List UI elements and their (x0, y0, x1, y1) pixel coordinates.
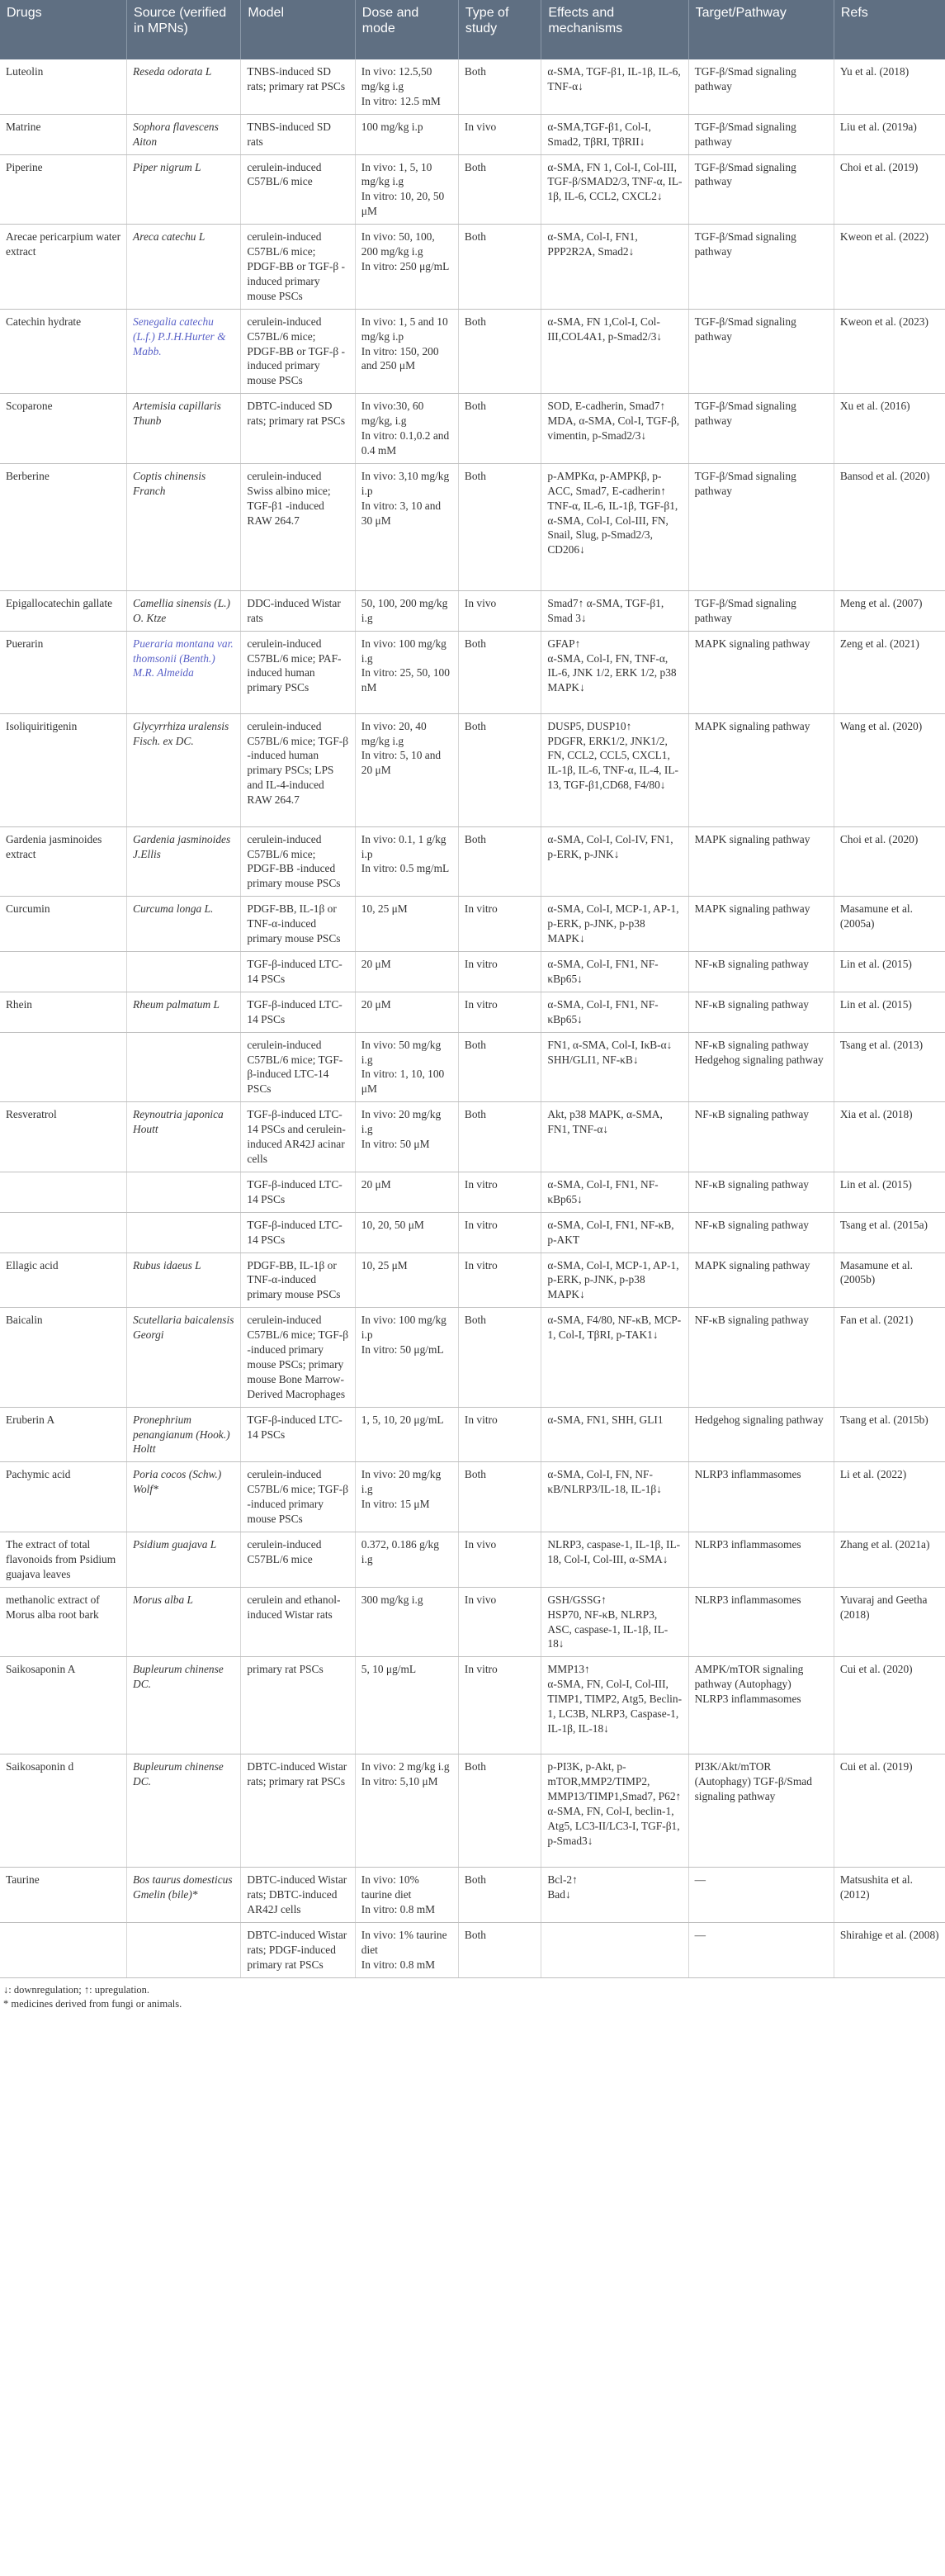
drug-cell: Piperine (0, 154, 127, 225)
drug-cell (0, 952, 127, 992)
target-cell: MAPK signaling pathway (688, 1252, 834, 1308)
dose-cell: 100 mg/kg i.p (355, 114, 458, 154)
model-cell: DBTC-induced Wistar rats; DBTC-induced AR42J cells (241, 1868, 355, 1923)
refs-cell: Bansod et al. (2020) (834, 463, 945, 590)
dose-cell: In vivo: 0.1, 1 g/kg i.p In vitro: 0.5 mg/mL (355, 826, 458, 897)
target-cell: MAPK signaling pathway (688, 713, 834, 826)
dose-cell: In vivo: 20, 40 mg/kg i.g In vitro: 5, 10 and 20 μM (355, 713, 458, 826)
model-cell: TGF-β-induced LTC-14 PSCs and cerulein-induced AR42J acinar cells (241, 1102, 355, 1172)
dose-cell: 5, 10 μg/mL (355, 1657, 458, 1754)
model-cell: TGF-β-induced LTC-14 PSCs (241, 952, 355, 992)
refs-cell: Choi et al. (2020) (834, 826, 945, 897)
dose-cell: 20 μM (355, 1172, 458, 1212)
model-cell: cerulein-induced C57BL/6 mice (241, 154, 355, 225)
model-cell: cerulein-induced C57BL/6 mice; PAF-induced human primary PSCs (241, 631, 355, 713)
model-cell: cerulein-induced C57BL/6 mice; TGF-β -induced primary mouse PSCs (241, 1462, 355, 1532)
effects-cell: α-SMA, Col-I, MCP-1, AP-1, p-ERK, p-JNK, p-p38 MAPK↓ (541, 897, 688, 952)
table-row (0, 394, 945, 464)
dose-cell: In vivo: 1, 5, 10 mg/kg i.g In vitro: 10, 20, 50 μM (355, 154, 458, 225)
table-row (0, 952, 945, 992)
refs-cell: Masamune et al. (2005b) (834, 1252, 945, 1308)
source-cell (127, 1172, 241, 1212)
drug-cell: Saikosaponin d (0, 1754, 127, 1868)
drug-cell: The extract of total flavonoids from Psidium guajava leaves (0, 1532, 127, 1588)
table-row (0, 1032, 945, 1102)
type-cell: Both (458, 1308, 541, 1407)
source-cell: Areca catechu L (127, 225, 241, 310)
source-cell: Bos taurus domesticus Gmelin (bile)* (127, 1868, 241, 1923)
refs-cell: Matsushita et al. (2012) (834, 1868, 945, 1923)
type-cell: In vitro (458, 992, 541, 1032)
type-cell: Both (458, 826, 541, 897)
effects-cell: α-SMA, FN 1, Col-I, Col-III, TGF-β/SMAD2/3, TNF-α, IL-1β, IL-6, CCL2, CXCL2↓ (541, 154, 688, 225)
model-cell: cerulein-induced C57BL/6 mice; PDGF-BB -induced primary mouse PSCs (241, 826, 355, 897)
effects-cell: α-SMA, Col-I, FN1, NF-κB, p-AKT (541, 1212, 688, 1252)
dose-cell: In vivo: 12.5,50 mg/kg i.g In vitro: 12.5 mM (355, 59, 458, 114)
source-cell: Bupleurum chinense DC. (127, 1754, 241, 1868)
table-row (0, 992, 945, 1032)
model-cell: DBTC-induced Wistar rats; primary rat PSCs (241, 1754, 355, 1868)
model-cell: cerulein-induced C57BL/6 mice; PDGF-BB or TGF-β -induced primary mouse PSCs (241, 225, 355, 310)
refs-cell: Choi et al. (2019) (834, 154, 945, 225)
type-cell: In vitro (458, 897, 541, 952)
type-cell: In vitro (458, 1212, 541, 1252)
target-cell: TGF-β/Smad signaling pathway (688, 154, 834, 225)
dose-cell: In vivo: 20 mg/kg i.g In vitro: 50 μM (355, 1102, 458, 1172)
type-cell: Both (458, 1754, 541, 1868)
source-cell: Rheum palmatum L (127, 992, 241, 1032)
type-cell: Both (458, 631, 541, 713)
table-row (0, 1923, 945, 1978)
dose-cell: 1, 5, 10, 20 μg/mL (355, 1407, 458, 1462)
target-cell: MAPK signaling pathway (688, 826, 834, 897)
refs-cell: Kweon et al. (2023) (834, 309, 945, 394)
effects-cell: α-SMA, Col-I, FN1, NF-κBp65↓ (541, 1172, 688, 1212)
table-row (0, 631, 945, 713)
refs-cell: Xu et al. (2016) (834, 394, 945, 464)
target-cell: Hedgehog signaling pathway (688, 1407, 834, 1462)
drug-cell: Luteolin (0, 59, 127, 114)
type-cell: Both (458, 154, 541, 225)
model-cell: cerulein-induced C57BL/6 mice; PDGF-BB or TGF-β -induced primary mouse PSCs (241, 309, 355, 394)
type-cell: Both (458, 1102, 541, 1172)
drug-cell: Puerarin (0, 631, 127, 713)
header-refs: Refs (834, 0, 945, 59)
model-cell: TGF-β-induced LTC-14 PSCs (241, 1407, 355, 1462)
table-row (0, 1407, 945, 1462)
source-cell (127, 1923, 241, 1978)
type-cell: In vitro (458, 1407, 541, 1462)
drug-cell: Berberine (0, 463, 127, 590)
header-model: Model (241, 0, 355, 59)
refs-cell: Zhang et al. (2021a) (834, 1532, 945, 1588)
refs-cell: Li et al. (2022) (834, 1462, 945, 1532)
type-cell: In vitro (458, 1172, 541, 1212)
target-cell: TGF-β/Smad signaling pathway (688, 225, 834, 310)
target-cell: NF-κB signaling pathway (688, 1308, 834, 1407)
table-row (0, 1868, 945, 1923)
dose-cell: In vivo: 50, 100, 200 mg/kg i.g In vitro: 250 μg/mL (355, 225, 458, 310)
drug-cell: Ellagic acid (0, 1252, 127, 1308)
table-row (0, 1754, 945, 1868)
drug-cell: Scoparone (0, 394, 127, 464)
type-cell: In vivo (458, 114, 541, 154)
drug-cell: Resveratrol (0, 1102, 127, 1172)
target-cell: NF-κB signaling pathway (688, 992, 834, 1032)
model-cell: TNBS-induced SD rats (241, 114, 355, 154)
source-cell: Poria cocos (Schw.) Wolf* (127, 1462, 241, 1532)
refs-cell: Xia et al. (2018) (834, 1102, 945, 1172)
dose-cell: In vivo:30, 60 mg/kg, i.g In vitro: 0.1,0.2 and 0.4 mM (355, 394, 458, 464)
drug-cell: Arecae pericarpium water extract (0, 225, 127, 310)
target-cell: NLRP3 inflammasomes (688, 1462, 834, 1532)
type-cell: Both (458, 1868, 541, 1923)
effects-cell: α-SMA,TGF-β1, Col-I, Smad2, TβRI, TβRII↓ (541, 114, 688, 154)
table-row (0, 309, 945, 394)
refs-cell: Meng et al. (2007) (834, 590, 945, 631)
type-cell: Both (458, 713, 541, 826)
table-row (0, 590, 945, 631)
table-row (0, 1308, 945, 1407)
drug-cell (0, 1212, 127, 1252)
model-cell: PDGF-BB, IL-1β or TNF-α-induced primary mouse PSCs (241, 1252, 355, 1308)
table-row (0, 1172, 945, 1212)
refs-cell: Lin et al. (2015) (834, 992, 945, 1032)
target-cell: NF-κB signaling pathway (688, 952, 834, 992)
target-cell: MAPK signaling pathway (688, 897, 834, 952)
footnotes (0, 1978, 945, 2010)
dose-cell: In vivo: 20 mg/kg i.g In vitro: 15 μM (355, 1462, 458, 1532)
refs-cell: Cui et al. (2020) (834, 1657, 945, 1754)
source-cell: Camellia sinensis (L.) O. Ktze (127, 590, 241, 631)
type-cell: In vitro (458, 1657, 541, 1754)
target-cell: TGF-β/Smad signaling pathway (688, 463, 834, 590)
refs-cell: Yu et al. (2018) (834, 59, 945, 114)
dose-cell: 20 μM (355, 992, 458, 1032)
refs-cell: Fan et al. (2021) (834, 1308, 945, 1407)
table-row (0, 225, 945, 310)
header-source: Source (verified in MPNs) (127, 0, 241, 59)
model-cell: DBTC-induced SD rats; primary rat PSCs (241, 394, 355, 464)
type-cell: Both (458, 394, 541, 464)
header-type: Type of study (458, 0, 541, 59)
table-row (0, 1657, 945, 1754)
table-row (0, 1462, 945, 1532)
refs-cell: Yuvaraj and Geetha (2018) (834, 1587, 945, 1657)
type-cell: Both (458, 1462, 541, 1532)
dose-cell: In vivo: 100 mg/kg i.p In vitro: 50 μg/mL (355, 1308, 458, 1407)
target-cell: NF-κB signaling pathway Hedgehog signaling pathway (688, 1032, 834, 1102)
drug-cell (0, 1172, 127, 1212)
refs-cell: Masamune et al. (2005a) (834, 897, 945, 952)
table-row (0, 1102, 945, 1172)
effects-cell: α-SMA, FN 1,Col-I, Col-III,COL4A1, p-Smad2/3↓ (541, 309, 688, 394)
target-cell: PI3K/Akt/mTOR (Autophagy) TGF-β/Smad signaling pathway (688, 1754, 834, 1868)
source-cell: Reynoutria japonica Houtt (127, 1102, 241, 1172)
drug-cell: Baicalin (0, 1308, 127, 1407)
type-cell: Both (458, 59, 541, 114)
target-cell: NF-κB signaling pathway (688, 1212, 834, 1252)
model-cell: TGF-β-induced LTC-14 PSCs (241, 1212, 355, 1252)
drug-cell: Isoliquiritigenin (0, 713, 127, 826)
target-cell: TGF-β/Smad signaling pathway (688, 309, 834, 394)
drug-cell: Epigallocatechin gallate (0, 590, 127, 631)
header-effects: Effects and mechanisms (541, 0, 688, 59)
effects-cell: α-SMA, Col-I, Col-IV, FN1, p-ERK, p-JNK↓ (541, 826, 688, 897)
source-cell: Curcuma longa L. (127, 897, 241, 952)
target-cell: AMPK/mTOR signaling pathway (Autophagy) NLRP3 inflammasomes (688, 1657, 834, 1754)
header-drugs: Drugs (0, 0, 127, 59)
type-cell: Both (458, 1032, 541, 1102)
effects-cell: SOD, E-cadherin, Smad7↑ MDA, α-SMA, Col-I, TGF-β, vimentin, p-Smad2/3↓ (541, 394, 688, 464)
type-cell: Both (458, 309, 541, 394)
table-row (0, 1252, 945, 1308)
dose-cell: 10, 25 μM (355, 897, 458, 952)
target-cell: NF-κB signaling pathway (688, 1102, 834, 1172)
type-cell: In vitro (458, 952, 541, 992)
type-cell: In vivo (458, 590, 541, 631)
target-cell: TGF-β/Smad signaling pathway (688, 590, 834, 631)
effects-cell: α-SMA, Col-I, MCP-1, AP-1, p-ERK, p-JNK, p-p38 MAPK↓ (541, 1252, 688, 1308)
effects-cell: Bcl-2↑ Bad↓ (541, 1868, 688, 1923)
refs-cell: Liu et al. (2019a) (834, 114, 945, 154)
drug-cell: Gardenia jasminoides extract (0, 826, 127, 897)
drug-cell: Pachymic acid (0, 1462, 127, 1532)
source-cell: Bupleurum chinense DC. (127, 1657, 241, 1754)
effects-cell: α-SMA, FN1, SHH, GLI1 (541, 1407, 688, 1462)
effects-cell: NLRP3, caspase-1, IL-1β, IL-18, Col-I, Col-III, α-SMA↓ (541, 1532, 688, 1588)
refs-cell: Tsang et al. (2015a) (834, 1212, 945, 1252)
effects-cell: GFAP↑ α-SMA, Col-I, FN, TNF-α, IL-6, JNK 1/2, ERK 1/2, p38 MAPK↓ (541, 631, 688, 713)
dose-cell: 20 μM (355, 952, 458, 992)
type-cell: In vivo (458, 1587, 541, 1657)
model-cell: TNBS-induced SD rats; primary rat PSCs (241, 59, 355, 114)
model-cell: DDC-induced Wistar rats (241, 590, 355, 631)
refs-cell: Cui et al. (2019) (834, 1754, 945, 1868)
model-cell: cerulein-induced C57BL/6 mice (241, 1532, 355, 1588)
refs-cell: Shirahige et al. (2008) (834, 1923, 945, 1978)
table-row (0, 897, 945, 952)
dose-cell: 300 mg/kg i.g (355, 1587, 458, 1657)
drug-cell: Catechin hydrate (0, 309, 127, 394)
source-cell: Gardenia jasminoides J.Ellis (127, 826, 241, 897)
model-cell: TGF-β-induced LTC-14 PSCs (241, 992, 355, 1032)
model-cell: cerulein-induced C57BL/6 mice; TGF-β -induced primary mouse PSCs; primary mouse Bone Marrow-Derived Macrophages (241, 1308, 355, 1407)
type-cell: Both (458, 225, 541, 310)
type-cell: Both (458, 463, 541, 590)
source-cell: Glycyrrhiza uralensis Fisch. ex DC. (127, 713, 241, 826)
drug-cell: methanolic extract of Morus alba root bark (0, 1587, 127, 1657)
table-row (0, 713, 945, 826)
table-row (0, 59, 945, 114)
footnote-arrows: ↓: downregulation; ↑: upregulation. (3, 1983, 150, 1996)
table-row (0, 154, 945, 225)
source-cell: Senegalia catechu (L.f.) P.J.H.Hurter & Mabb. (127, 309, 241, 394)
effects-cell: p-AMPKα, p-AMPKβ, p-ACC, Smad7, E-cadherin↑ TNF-α, IL-6, IL-1β, TGF-β1, α-SMA, Col-I, Col-III, FN, Snail, Slug, p-Smad2/3, CD206↓ (541, 463, 688, 590)
dose-cell: In vivo: 3,10 mg/kg i.p In vitro: 3, 10 and 30 μM (355, 463, 458, 590)
source-cell: Pronephrium penangianum (Hook.) Holtt (127, 1407, 241, 1462)
model-cell: cerulein-induced C57BL/6 mice; TGF-β -induced human primary PSCs; LPS and IL-4-induced RAW 264.7 (241, 713, 355, 826)
model-cell: PDGF-BB, IL-1β or TNF-α-induced primary mouse PSCs (241, 897, 355, 952)
effects-cell: MMP13↑ α-SMA, FN, Col-I, Col-III, TIMP1, TIMP2, Atg5, Beclin-1, LC3B, NLRP3, Caspase-1, IL-1β, IL-18↓ (541, 1657, 688, 1754)
model-cell: primary rat PSCs (241, 1657, 355, 1754)
source-cell: Reseda odorata L (127, 59, 241, 114)
type-cell: In vivo (458, 1532, 541, 1588)
source-cell: Artemisia capillaris Thunb (127, 394, 241, 464)
effects-cell: α-SMA, Col-I, FN1, NF-κBp65↓ (541, 992, 688, 1032)
effects-cell: GSH/GSSG↑ HSP70, NF-κB, NLRP3, ASC, caspase-1, IL-1β, IL-18↓ (541, 1587, 688, 1657)
target-cell: TGF-β/Smad signaling pathway (688, 394, 834, 464)
dose-cell: In vivo: 1% taurine diet In vitro: 0.8 mM (355, 1923, 458, 1978)
table-row (0, 1532, 945, 1588)
table-row (0, 114, 945, 154)
source-cell: Sophora flavescens Aiton (127, 114, 241, 154)
effects-cell: α-SMA, Col-I, FN1, NF-κBp65↓ (541, 952, 688, 992)
model-cell: cerulein and ethanol-induced Wistar rats (241, 1587, 355, 1657)
drug-cell: Curcumin (0, 897, 127, 952)
refs-cell: Kweon et al. (2022) (834, 225, 945, 310)
dose-cell: In vivo: 100 mg/kg i.g In vitro: 25, 50, 100 nM (355, 631, 458, 713)
effects-cell: α-SMA, TGF-β1, IL-1β, IL-6, TNF-α↓ (541, 59, 688, 114)
effects-cell: α-SMA, Col-I, FN1, PPP2R2A, Smad2↓ (541, 225, 688, 310)
drug-cell: Rhein (0, 992, 127, 1032)
refs-cell: Lin et al. (2015) (834, 1172, 945, 1212)
refs-cell: Tsang et al. (2015b) (834, 1407, 945, 1462)
source-cell (127, 952, 241, 992)
model-cell: cerulein-induced C57BL/6 mice; TGF-β-induced LTC-14 PSCs (241, 1032, 355, 1102)
drug-cell: Saikosaponin A (0, 1657, 127, 1754)
dose-cell: In vivo: 10% taurine diet In vitro: 0.8 mM (355, 1868, 458, 1923)
model-cell: cerulein-induced Swiss albino mice; TGF-β1 -induced RAW 264.7 (241, 463, 355, 590)
table-row (0, 826, 945, 897)
header-target: Target/Pathway (688, 0, 834, 59)
target-cell: — (688, 1868, 834, 1923)
model-cell: DBTC-induced Wistar rats; PDGF-induced primary rat PSCs (241, 1923, 355, 1978)
refs-cell: Tsang et al. (2013) (834, 1032, 945, 1102)
dose-cell: 10, 25 μM (355, 1252, 458, 1308)
drug-cell (0, 1032, 127, 1102)
dose-cell: 10, 20, 50 μM (355, 1212, 458, 1252)
table-row (0, 1587, 945, 1657)
drug-cell: Taurine (0, 1868, 127, 1923)
header-row (0, 0, 945, 59)
target-cell: NLRP3 inflammasomes (688, 1532, 834, 1588)
dose-cell: In vivo: 1, 5 and 10 mg/kg i.p In vitro: 150, 200 and 250 μM (355, 309, 458, 394)
source-cell: Morus alba L (127, 1587, 241, 1657)
effects-cell (541, 1923, 688, 1978)
source-cell: Piper nigrum L (127, 154, 241, 225)
drug-cell (0, 1923, 127, 1978)
type-cell: In vitro (458, 1252, 541, 1308)
dose-cell: 0.372, 0.186 g/kg i.g (355, 1532, 458, 1588)
source-cell: Psidium guajava L (127, 1532, 241, 1588)
effects-cell: DUSP5, DUSP10↑ PDGFR, ERK1/2, JNK1/2, FN, CCL2, CCL5, CXCL1, IL-1β, IL-6, TNF-α, IL-4, IL-13, TGF-β1,CD68, F4/80↓ (541, 713, 688, 826)
drug-cell: Matrine (0, 114, 127, 154)
header-dose: Dose and mode (355, 0, 458, 59)
table-row (0, 463, 945, 590)
refs-cell: Wang et al. (2020) (834, 713, 945, 826)
target-cell: NF-κB signaling pathway (688, 1172, 834, 1212)
effects-cell: p-PI3K, p-Akt, p-mTOR,MMP2/TIMP2, MMP13/TIMP1,Smad7, P62↑ α-SMA, FN, Col-I, beclin-1, Atg5, LC3-II/LC3-I, TGF-β1, p-Smad3↓ (541, 1754, 688, 1868)
effects-cell: α-SMA, F4/80, NF-κB, MCP-1, Col-I, TβRI, p-TAK1↓ (541, 1308, 688, 1407)
effects-cell: α-SMA, Col-I, FN, NF-κB/NLRP3/IL-18, IL-1β↓ (541, 1462, 688, 1532)
target-cell: — (688, 1923, 834, 1978)
effects-cell: Akt, p38 MAPK, α-SMA, FN1, TNF-α↓ (541, 1102, 688, 1172)
model-cell: TGF-β-induced LTC-14 PSCs (241, 1172, 355, 1212)
footnote-asterisk: * medicines derived from fungi or animals. (3, 1997, 182, 2010)
source-cell: Coptis chinensis Franch (127, 463, 241, 590)
effects-cell: Smad7↑ α-SMA, TGF-β1, Smad 3↓ (541, 590, 688, 631)
target-cell: TGF-β/Smad signaling pathway (688, 59, 834, 114)
refs-cell: Zeng et al. (2021) (834, 631, 945, 713)
table-row (0, 1212, 945, 1252)
effects-cell: FN1, α-SMA, Col-I, IκB-α↓ SHH/GLI1, NF-κB↓ (541, 1032, 688, 1102)
refs-cell: Lin et al. (2015) (834, 952, 945, 992)
dose-cell: In vivo: 2 mg/kg i.g In vitro: 5,10 μM (355, 1754, 458, 1868)
type-cell: Both (458, 1923, 541, 1978)
drug-cell: Eruberin A (0, 1407, 127, 1462)
target-cell: TGF-β/Smad signaling pathway (688, 114, 834, 154)
target-cell: MAPK signaling pathway (688, 631, 834, 713)
source-cell (127, 1212, 241, 1252)
source-cell: Pueraria montana var. thomsonii (Benth.) M.R. Almeida (127, 631, 241, 713)
source-cell: Rubus idaeus L (127, 1252, 241, 1308)
dose-cell: In vivo: 50 mg/kg i.g In vitro: 1, 10, 100 μM (355, 1032, 458, 1102)
dose-cell: 50, 100, 200 mg/kg i.g (355, 590, 458, 631)
target-cell: NLRP3 inflammasomes (688, 1587, 834, 1657)
source-cell (127, 1032, 241, 1102)
source-cell: Scutellaria baicalensis Georgi (127, 1308, 241, 1407)
